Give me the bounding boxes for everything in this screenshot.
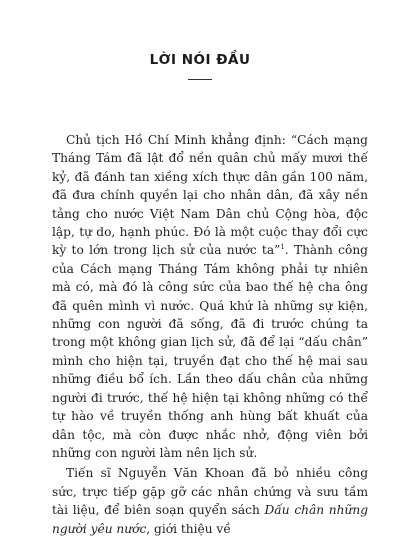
paragraph-2-continued: , giới thiệu về xyxy=(146,521,231,536)
paragraph-1-text: Chủ tịch Hồ Chí Minh khẳng định: “Cách mạng Tháng Tám đã lật đổ nền quân chủ mấy mươi thế kỷ, đã đánh tan xiềng xích thực dân gần 100 năm, đã đưa chính quyền lại cho nhân dân, đã xây nền tảng cho nước Việt Nam Dân chủ Cộng hòa, độc lập, tự do, hạnh phúc. Đó là một cuộc thay đổi cực kỳ to lớn trong lịch sử của nước ta” xyxy=(52,133,368,258)
title-underline xyxy=(188,79,212,80)
paragraph-1 xyxy=(52,131,368,462)
paragraph-1-continued: . Thành công của Cách mạng Tháng Tám không phải tự nhiên mà có, mà đó là công sức của bao thế hệ cha ông đã quên mình vì nước. Quá khứ là những sự kiện, những con người đã sống, đã đi trước chúng ta trong một không gian lịch sử, đã để lại “dấu chân” mình cho hiện tại, truyền đạt cho thế hệ mai sau những điều bổ ích. Lần theo dấu chân của những người đi trước, thế hệ hiện tại không những có thể tự hào về truyền thống anh hùng bất khuất của dân tộc, mà còn được nhắc nhở, động viên bởi những con người làm nên lịch sử. xyxy=(52,243,368,460)
book-title: Dấu chân những người yêu nước xyxy=(52,503,369,536)
body-text xyxy=(52,131,368,540)
page-title: LỜI NÓI ĐẦU xyxy=(149,52,251,68)
paragraph-2 xyxy=(52,464,368,538)
footnote-marker: 1 xyxy=(280,243,285,252)
paragraph-2-text: Tiến sĩ Nguyễn Văn Khoan đã bỏ nhiều công sức, trực tiếp gặp gỡ các nhân chứng và sưu tầm tài liệu, để biên soạn quyển sách xyxy=(52,466,368,518)
